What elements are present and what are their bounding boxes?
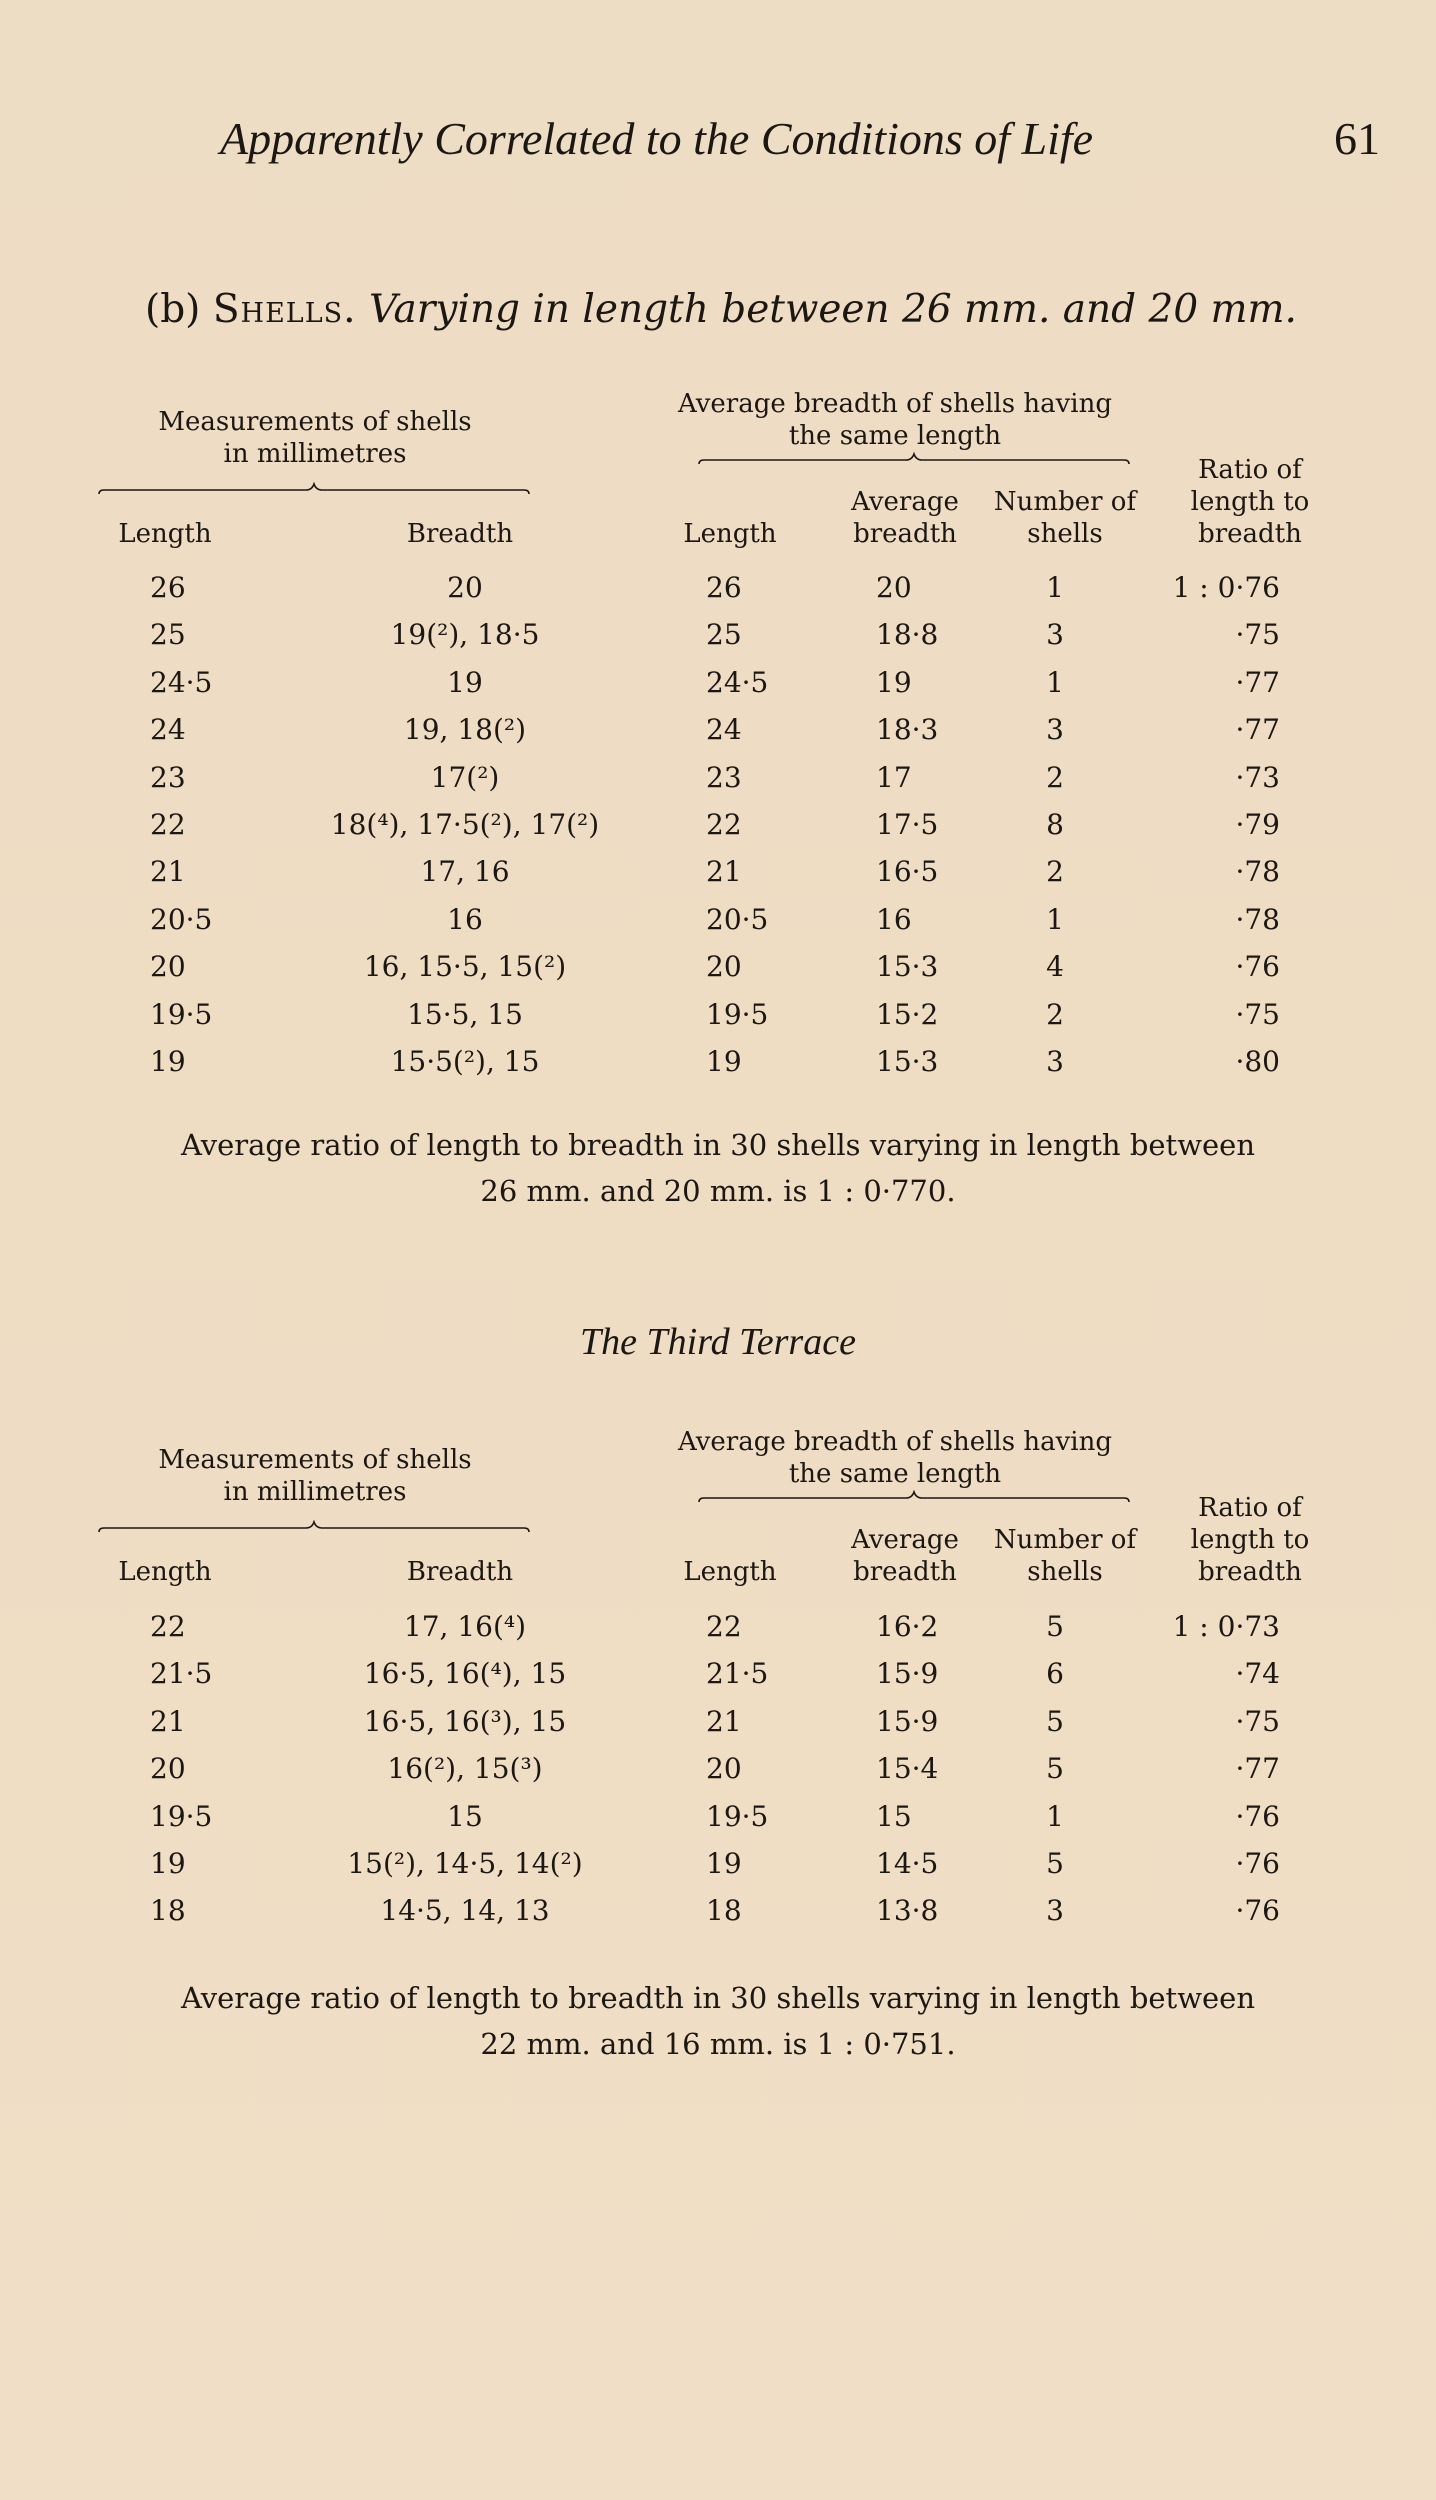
t2-table-row <box>0 1752 1436 1792</box>
t1-cell-abr: 18·8 <box>876 618 939 652</box>
t1-cell-abr: 15·2 <box>876 997 939 1031</box>
t1-cell-breadth: 19(²), 18·5 <box>390 618 540 652</box>
t1-table-row <box>0 713 1436 753</box>
t1-cell-num: 1 <box>1046 665 1064 699</box>
t1-cell-length: 20 <box>150 950 186 984</box>
t1-ratio-1: Ratio of <box>1198 455 1302 485</box>
t1-cell-alen: 23 <box>706 760 742 794</box>
t1-cell-breadth: 20 <box>447 571 483 604</box>
t1-avg-breadth-2: breadth <box>853 519 957 549</box>
t2-number-2: shells <box>1027 1557 1103 1587</box>
t1-cell-num: 2 <box>1046 760 1064 794</box>
t2-cell-alen: 21·5 <box>706 1657 769 1691</box>
t2-cell-length: 21·5 <box>150 1657 213 1691</box>
t1-cell-abr: 18·3 <box>876 713 939 747</box>
t1-table-row <box>0 618 1436 658</box>
t2-measurements: Measurements of shells <box>158 1445 472 1475</box>
t2-cell-abr: 15 <box>876 1799 912 1833</box>
summary-first-line1: Average ratio of length to breadth in 30 shells varying in length between <box>180 1128 1256 1162</box>
t2-table-row <box>0 1705 1436 1745</box>
t1-ratio-3: breadth <box>1198 519 1302 549</box>
summary-first-line2: 26 mm. and 20 mm. is 1 : 0·770. <box>480 1174 956 1208</box>
t1-avg-length-header: Length <box>683 519 777 549</box>
t2-cell-breadth: 15(²), 14·5, 14(²) <box>347 1847 583 1880</box>
t2-ratio-3: breadth <box>1198 1557 1302 1587</box>
t1-measurements: Measurements of shells <box>158 407 472 437</box>
t1-cell-alen: 19 <box>706 1045 742 1078</box>
t2-ratio-1: Ratio of <box>1198 1493 1302 1523</box>
t1-cell-num: 1 <box>1046 902 1064 936</box>
t2-cell-alen: 19·5 <box>706 1799 769 1833</box>
t1-cell-num: 1 <box>1046 571 1064 604</box>
t1-cell-alen: 19·5 <box>706 997 769 1031</box>
t2-cell-abr: 13·8 <box>876 1894 939 1928</box>
t1-average-group: Average breadth of shells having <box>678 389 1112 419</box>
t1-cell-alen: 24·5 <box>706 665 769 699</box>
t1-cell-breadth: 19 <box>447 665 483 699</box>
t1-cell-num: 8 <box>1046 808 1064 841</box>
t2-length-header: Length <box>118 1557 212 1587</box>
t2-cell-length: 19 <box>150 1847 186 1880</box>
t2-cell-num: 5 <box>1046 1704 1064 1738</box>
t1-table-row <box>0 1045 1436 1085</box>
t1-table-row <box>0 666 1436 706</box>
t2-average-group2: the same length <box>788 1459 1002 1489</box>
t1-cell-num: 3 <box>1046 1045 1064 1078</box>
t1-cell-ratio: ·77 <box>1235 713 1280 747</box>
running-title: Apparently Correlated to the Conditions of Life <box>220 113 1094 164</box>
t2-cell-breadth: 16·5, 16(³), 15 <box>363 1704 567 1738</box>
section-name: Shells. <box>212 287 357 332</box>
t1-cell-abr: 15·3 <box>876 950 939 984</box>
t1-cell-ratio: ·77 <box>1235 665 1280 699</box>
t2-avg-breadth-2: breadth <box>853 1557 957 1587</box>
t1-cell-ratio: ·75 <box>1235 997 1280 1031</box>
t2-cell-alen: 21 <box>706 1704 742 1738</box>
t1-brace-measurements <box>98 482 530 498</box>
t1-table-row <box>0 855 1436 895</box>
t1-cell-breadth: 16 <box>447 902 483 936</box>
t1-cell-alen: 21 <box>706 855 742 889</box>
t2-number-1: Number of <box>993 1525 1137 1555</box>
t1-average-group2: the same length <box>788 421 1002 451</box>
t1-table-row <box>0 950 1436 990</box>
t1-cell-length: 24·5 <box>150 665 213 699</box>
t2-table-row <box>0 1657 1436 1697</box>
t2-cell-length: 21 <box>150 1704 186 1738</box>
t1-cell-ratio: 1 : 0·76 <box>1172 571 1280 604</box>
t2-cell-length: 19·5 <box>150 1799 213 1833</box>
t1-cell-alen: 26 <box>706 571 742 604</box>
t1-cell-alen: 20·5 <box>706 902 769 936</box>
t1-cell-length: 21 <box>150 855 186 889</box>
t2-brace-measurements <box>98 1520 530 1536</box>
section-subtitle: Varying in length between 26 mm. and 20 mm. <box>368 287 1297 332</box>
t2-avg-length-header: Length <box>683 1557 777 1587</box>
t1-cell-alen: 24 <box>706 713 742 747</box>
t2-cell-breadth: 14·5, 14, 13 <box>380 1894 550 1928</box>
t2-cell-ratio: ·75 <box>1235 1704 1280 1738</box>
t1-cell-breadth: 16, 15·5, 15(²) <box>363 950 567 984</box>
t2-cell-ratio: ·74 <box>1235 1657 1280 1691</box>
section-heading <box>145 287 1297 332</box>
t1-cell-abr: 17 <box>876 760 912 794</box>
t2-cell-num: 1 <box>1046 1799 1064 1833</box>
t2-cell-abr: 16·2 <box>876 1610 939 1643</box>
t1-ratio-2: length to <box>1190 487 1310 517</box>
t2-measurements2: in millimetres <box>223 1477 407 1507</box>
t1-cell-length: 22 <box>150 808 186 841</box>
t1-table-row <box>0 761 1436 801</box>
t1-cell-breadth: 15·5, 15 <box>407 997 523 1031</box>
t1-cell-num: 3 <box>1046 618 1064 652</box>
t1-table-row <box>0 808 1436 848</box>
t1-cell-num: 2 <box>1046 997 1064 1031</box>
t2-cell-alen: 20 <box>706 1752 742 1786</box>
t2-table-row <box>0 1894 1436 1934</box>
t2-cell-length: 20 <box>150 1752 186 1786</box>
t1-table-row <box>0 571 1436 611</box>
t2-cell-num: 5 <box>1046 1847 1064 1880</box>
t2-cell-ratio: ·76 <box>1235 1894 1280 1928</box>
summary-second-line1: Average ratio of length to breadth in 30 shells varying in length between <box>180 1981 1256 2015</box>
t2-cell-ratio: ·76 <box>1235 1847 1280 1880</box>
t1-table-row <box>0 998 1436 1038</box>
t1-cell-abr: 15·3 <box>876 1045 939 1078</box>
t2-cell-alen: 22 <box>706 1610 742 1643</box>
t2-brace-average <box>698 1490 1130 1506</box>
t1-cell-breadth: 18(⁴), 17·5(²), 17(²) <box>330 808 600 841</box>
t1-cell-length: 19 <box>150 1045 186 1078</box>
t1-length-header: Length <box>118 519 212 549</box>
t2-cell-length: 18 <box>150 1894 186 1928</box>
t2-cell-num: 5 <box>1046 1610 1064 1643</box>
t2-cell-num: 3 <box>1046 1894 1064 1928</box>
t2-cell-breadth: 17, 16(⁴) <box>403 1610 527 1643</box>
t1-cell-num: 4 <box>1046 950 1064 984</box>
summary-second <box>0 1975 1436 2067</box>
t2-cell-breadth: 16·5, 16(⁴), 15 <box>363 1657 567 1691</box>
summary-first <box>0 1122 1436 1214</box>
t2-cell-abr: 15·9 <box>876 1704 939 1738</box>
t2-breadth-header: Breadth <box>406 1557 514 1587</box>
summary-second-line2: 22 mm. and 16 mm. is 1 : 0·751. <box>480 2027 956 2061</box>
t2-ratio-2: length to <box>1190 1525 1310 1555</box>
t1-cell-breadth: 15·5(²), 15 <box>390 1045 540 1078</box>
t1-cell-ratio: ·80 <box>1235 1045 1280 1078</box>
t1-cell-ratio: ·78 <box>1235 855 1280 889</box>
t2-cell-ratio: 1 : 0·73 <box>1172 1610 1280 1643</box>
t2-cell-num: 5 <box>1046 1752 1064 1786</box>
t2-table-row <box>0 1847 1436 1887</box>
t2-cell-alen: 18 <box>706 1894 742 1928</box>
t2-avg-breadth-1: Average <box>851 1525 959 1555</box>
t2-cell-abr: 15·4 <box>876 1752 939 1786</box>
t1-cell-num: 2 <box>1046 855 1064 889</box>
t2-cell-num: 6 <box>1046 1657 1064 1691</box>
t1-cell-abr: 16 <box>876 902 912 936</box>
t2-table-row <box>0 1610 1436 1650</box>
t2-cell-ratio: ·76 <box>1235 1799 1280 1833</box>
t1-avg-breadth-1: Average <box>851 487 959 517</box>
t1-number-2: shells <box>1027 519 1103 549</box>
t1-cell-num: 3 <box>1046 713 1064 747</box>
t1-cell-length: 19·5 <box>150 997 213 1031</box>
t1-cell-length: 23 <box>150 760 186 794</box>
t1-cell-abr: 19 <box>876 665 912 699</box>
t1-cell-ratio: ·75 <box>1235 618 1280 652</box>
t1-cell-alen: 25 <box>706 618 742 652</box>
t1-cell-ratio: ·79 <box>1235 808 1280 841</box>
t2-cell-abr: 14·5 <box>876 1847 939 1880</box>
t1-breadth-header: Breadth <box>406 519 514 549</box>
t1-brace-average <box>698 452 1130 468</box>
t1-table-row <box>0 903 1436 943</box>
t1-cell-ratio: ·73 <box>1235 760 1280 794</box>
t1-cell-breadth: 19, 18(²) <box>403 713 527 747</box>
t2-cell-breadth: 15 <box>447 1799 483 1833</box>
t1-cell-abr: 16·5 <box>876 855 939 889</box>
t2-cell-ratio: ·77 <box>1235 1752 1280 1786</box>
t1-cell-ratio: ·78 <box>1235 902 1280 936</box>
terrace-title: The Third Terrace <box>580 1321 856 1363</box>
t1-cell-breadth: 17(²) <box>430 760 500 794</box>
t1-number-1: Number of <box>993 487 1137 517</box>
t1-cell-length: 20·5 <box>150 902 213 936</box>
t1-cell-abr: 20 <box>876 571 912 604</box>
t1-cell-alen: 20 <box>706 950 742 984</box>
t1-cell-length: 25 <box>150 618 186 652</box>
t1-cell-alen: 22 <box>706 808 742 841</box>
t2-cell-length: 22 <box>150 1610 186 1643</box>
section-label: (b) <box>145 287 201 332</box>
t2-cell-abr: 15·9 <box>876 1657 939 1691</box>
t1-cell-breadth: 17, 16 <box>420 855 510 889</box>
t1-cell-abr: 17·5 <box>876 808 939 841</box>
t1-cell-ratio: ·76 <box>1235 950 1280 984</box>
t2-table-row <box>0 1800 1436 1840</box>
t2-cell-alen: 19 <box>706 1847 742 1880</box>
t2-average-group: Average breadth of shells having <box>678 1427 1112 1457</box>
t1-cell-length: 26 <box>150 571 186 604</box>
page-number: 61 <box>1334 113 1380 164</box>
t1-measurements2: in millimetres <box>223 439 407 469</box>
t1-cell-length: 24 <box>150 713 186 747</box>
t2-cell-breadth: 16(²), 15(³) <box>387 1752 543 1786</box>
